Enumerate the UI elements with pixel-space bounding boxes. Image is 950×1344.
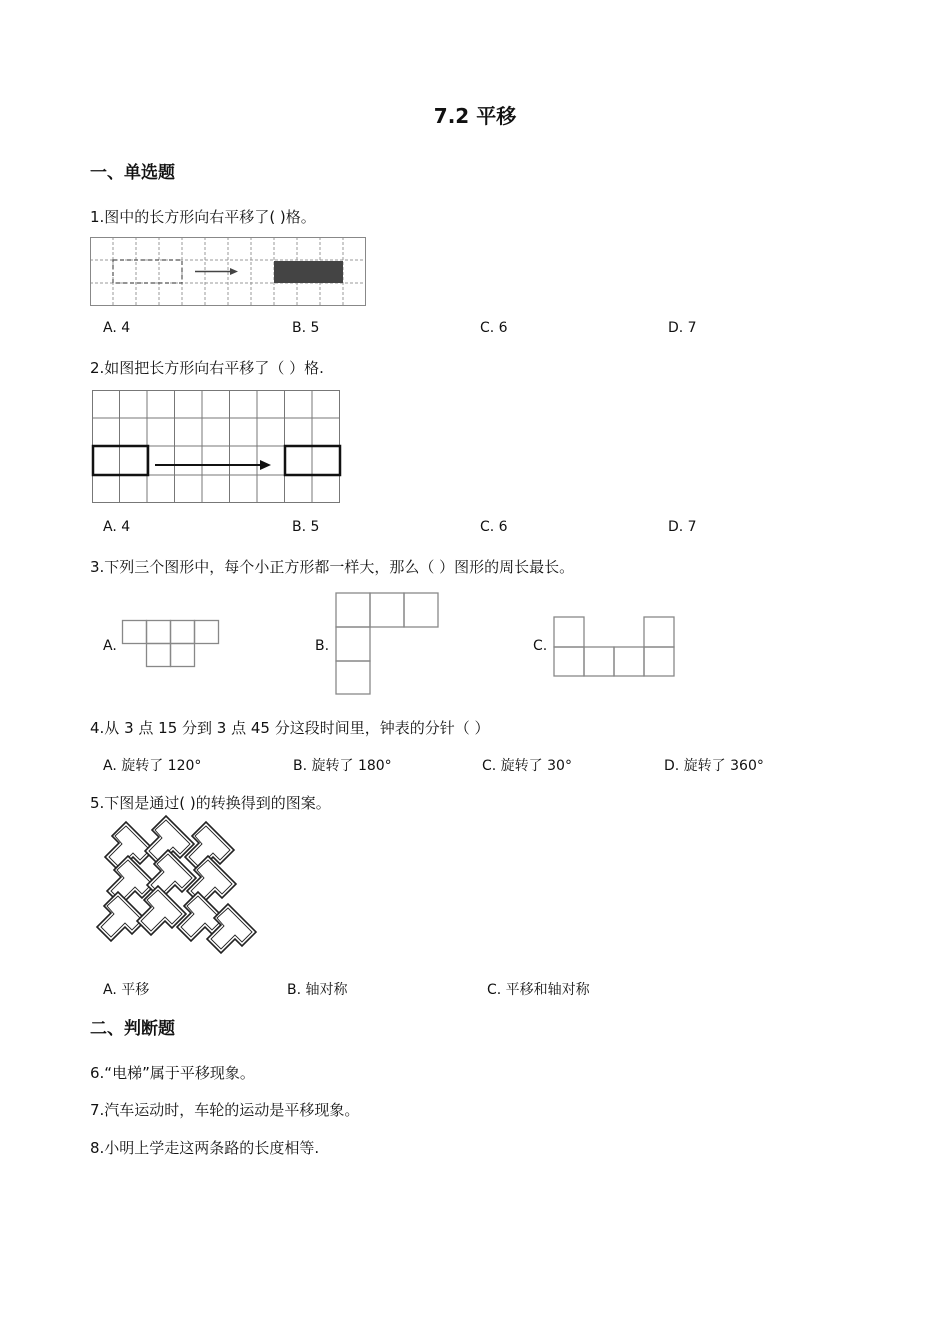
q2-option-b[interactable]: B. 5 bbox=[292, 519, 320, 535]
q1-option-b[interactable]: B. 5 bbox=[292, 320, 320, 336]
page-title: 7.2 平移 bbox=[433, 104, 517, 128]
question-6: 6.“电梯”属于平移现象。 bbox=[90, 1064, 255, 1082]
q2-option-c[interactable]: C. 6 bbox=[480, 519, 508, 535]
question-8: 8.小明上学走这两条路的长度相等. bbox=[90, 1139, 320, 1157]
question-7: 7.汽车运动时，车轮的运动是平移现象。 bbox=[90, 1101, 360, 1119]
q2-option-d[interactable]: D. 7 bbox=[668, 519, 697, 535]
question-3: 3.下列三个图形中，每个小正方形都一样大，那么（ ）图形的周长最长。 bbox=[90, 558, 575, 576]
q4-option-d[interactable]: D. 旋转了 360° bbox=[664, 758, 764, 774]
q1-option-a[interactable]: A. 4 bbox=[103, 320, 131, 336]
q3-figure-c bbox=[553, 616, 677, 678]
section-heading-true-false: 二、判断题 bbox=[90, 1019, 175, 1039]
q1-option-c[interactable]: C. 6 bbox=[480, 320, 508, 336]
q1-option-d[interactable]: D. 7 bbox=[668, 320, 697, 336]
q4-option-a[interactable]: A. 旋转了 120° bbox=[103, 758, 202, 774]
question-1: 1.图中的长方形向右平移了( )格。 bbox=[90, 208, 316, 226]
q3-option-b[interactable]: B. bbox=[315, 638, 330, 654]
q5-option-c[interactable]: C. 平移和轴对称 bbox=[487, 982, 590, 998]
q3-option-a[interactable]: A. bbox=[103, 638, 117, 654]
q5-option-a[interactable]: A. 平移 bbox=[103, 982, 150, 998]
section-heading-single-choice: 一、单选题 bbox=[90, 163, 175, 183]
q4-option-c[interactable]: C. 旋转了 30° bbox=[482, 758, 572, 774]
q2-option-a[interactable]: A. 4 bbox=[103, 519, 131, 535]
q5-pattern-figure bbox=[90, 822, 258, 958]
q5-option-b[interactable]: B. 轴对称 bbox=[287, 982, 348, 998]
q1-grid-figure bbox=[90, 237, 366, 307]
q2-grid-figure bbox=[92, 390, 340, 504]
q3-figure-a bbox=[122, 620, 222, 668]
q3-option-c[interactable]: C. bbox=[533, 638, 548, 654]
question-2: 2.如图把长方形向右平移了（ ）格. bbox=[90, 359, 324, 377]
question-4: 4.从 3 点 15 分到 3 点 45 分这段时间里，钟表的分针（ ） bbox=[90, 719, 490, 737]
q4-option-b[interactable]: B. 旋转了 180° bbox=[293, 758, 392, 774]
q3-figure-b bbox=[335, 592, 441, 696]
question-5: 5.下图是通过( )的转换得到的图案。 bbox=[90, 794, 331, 812]
